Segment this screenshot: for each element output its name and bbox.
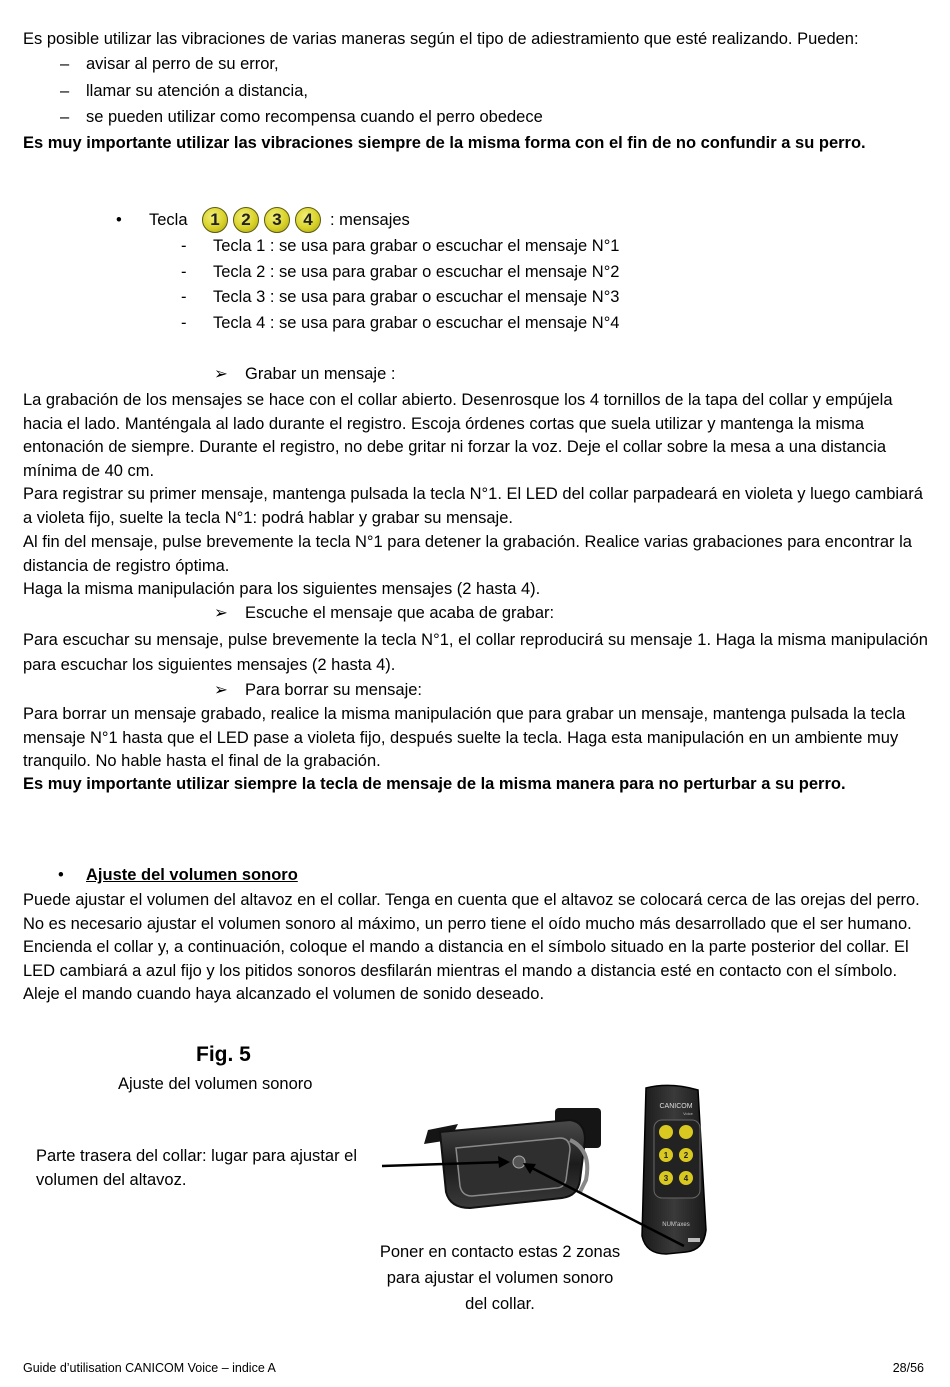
remote-brand: CANICOM [659,1103,693,1110]
arrow-bullet-icon: ➢ [214,365,228,383]
tecla-item-1: Tecla 1 : se usa para grabar o escuchar el mensaje N°1 [213,237,620,255]
borrar-bold-note: Es muy importante utilizar siempre la tecla de mensaje de la misma manera para no perturbar a su perro. [23,775,846,793]
intro-item-2: llamar su atención a distancia, [86,82,308,100]
remote-key-3: 3 [663,1174,669,1183]
borrar-heading: Para borrar su mensaje: [245,681,422,699]
grabar-paragraph-2: Para registrar su primer mensaje, mantenga pulsada la tecla N°1. El LED del collar parpadeará en violeta y luego cambiará a violeta fijo, suelte la tecla N°1: podrá hablar y grabar su mensaje. [23,485,923,527]
remote-key-2: 2 [683,1151,689,1160]
grabar-heading: Grabar un mensaje : [245,365,396,383]
tecla-item-4: Tecla 4 : se usa para grabar o escuchar el mensaje N°4 [213,314,620,332]
figure-illustration [380,1080,720,1270]
tecla-suffix: : mensajes [330,211,410,229]
key-3-icon: 3 [264,207,290,233]
remote-logo: NUM'axes [662,1222,690,1228]
grabar-paragraph-1: La grabación de los mensajes se hace con el collar abierto. Desenrosque los 4 tornillos de la tapa del collar y empújela hacia el lado. Manténgala al lado durante el registro. Escoja órdenes cortas que suela utilizar y mantenga la misma entonación de siempre. Durante el registro, no debe gritar ni forzar la voz. Deje el collar sobre la mesa a una distancia mínima de 40 cm. [23,391,893,480]
dash-marker: - [181,288,187,306]
arrow-bullet-icon: ➢ [214,604,228,622]
dash-marker: - [181,263,187,281]
remote-button-icon [659,1125,674,1140]
volumen-paragraph: Puede ajustar el volumen del altavoz en el collar. Tenga en cuenta que el altavoz se colocará cerca de las orejas del perro. No es necesario ajustar el volumen sonoro al máximo, un perro tiene el oído mucho más desarrollado que el ser humano. Encienda el collar y, a continuación, coloque el mando a distancia en el símbolo situado en la parte posterior del collar. El LED cambiará a azul fijo y los pitidos sonoros desfilarán mientras el mando a distancia esté en contacto con el símbolo. Aleje el mando cuando haya alcanzado el volumen de sonido deseado. [23,891,920,1003]
dash-marker: - [181,314,187,332]
grabar-paragraph-4: Haga la misma manipulación para los siguientes mensajes (2 hasta 4). [23,580,541,598]
volumen-heading: Ajuste del volumen sonoro [86,866,298,884]
footer-left: Guide d’utilisation CANICOM Voice – indice A [23,1361,276,1375]
borrar-paragraph: Para borrar un mensaje grabado, realice la misma manipulación que para grabar un mensaje, mantenga pulsada la tecla mensaje N°1 hasta que el LED pase a violeta fijo, después suelte la tecla. Haga esta manipulación en un ambiente muy tranquilo. No hable hasta el final de la grabación. [23,705,906,770]
dash-marker: – [60,55,70,73]
bullet-icon: • [58,866,64,884]
dash-marker: – [60,82,70,100]
escuche-heading: Escuche el mensaje que acaba de grabar: [245,604,555,622]
key-1-icon: 1 [202,207,228,233]
intro-bold-note: Es muy importante utilizar las vibraciones siempre de la misma forma con el fin de no confundir a su perro. [23,134,866,152]
message-keys [202,207,326,233]
tecla-item-3: Tecla 3 : se usa para grabar o escuchar el mensaje N°3 [213,288,620,306]
figure-label-contact: Poner en contacto estas 2 zonas para ajustar el volumen sonoro del collar. [379,1243,621,1313]
key-2-icon: 2 [233,207,259,233]
dash-marker: - [181,237,187,255]
remote-button-icon [679,1125,694,1140]
dash-marker: – [60,108,70,126]
grabar-paragraph-3: Al fin del mensaje, pulse brevemente la tecla N°1 para detener la grabación. Realice varias grabaciones para encontrar la distancia de registro óptima. [23,533,912,575]
key-4-icon: 4 [295,207,321,233]
remote-key-4: 4 [683,1174,689,1183]
page-number: 28/56 [892,1361,924,1375]
intro-item-1: avisar al perro de su error, [86,55,279,73]
intro-line: Es posible utilizar las vibraciones de varias maneras según el tipo de adiestramiento que esté realizando. Pueden: [23,30,859,48]
figure-subtitle: Ajuste del volumen sonoro [118,1075,313,1093]
remote-model: Voice [683,1111,693,1116]
arrow-bullet-icon: ➢ [214,681,228,699]
bullet-icon: • [116,211,122,229]
figure-title: Fig. 5 [196,1043,251,1066]
tecla-item-2: Tecla 2 : se usa para grabar o escuchar el mensaje N°2 [213,263,620,281]
escuche-paragraph: Para escuchar su mensaje, pulse brevemente la tecla N°1, el collar reproducirá su mensaje 1. Haga la misma manipulación para escuchar los siguientes mensajes (2 hasta 4). [23,631,928,674]
remote-key-1: 1 [663,1151,669,1160]
figure-label-collar: Parte trasera del collar: lugar para ajustar el volumen del altavoz. [36,1147,357,1189]
intro-item-3: se pueden utilizar como recompensa cuando el perro obedece [86,108,543,126]
tecla-label: Tecla [149,211,188,229]
